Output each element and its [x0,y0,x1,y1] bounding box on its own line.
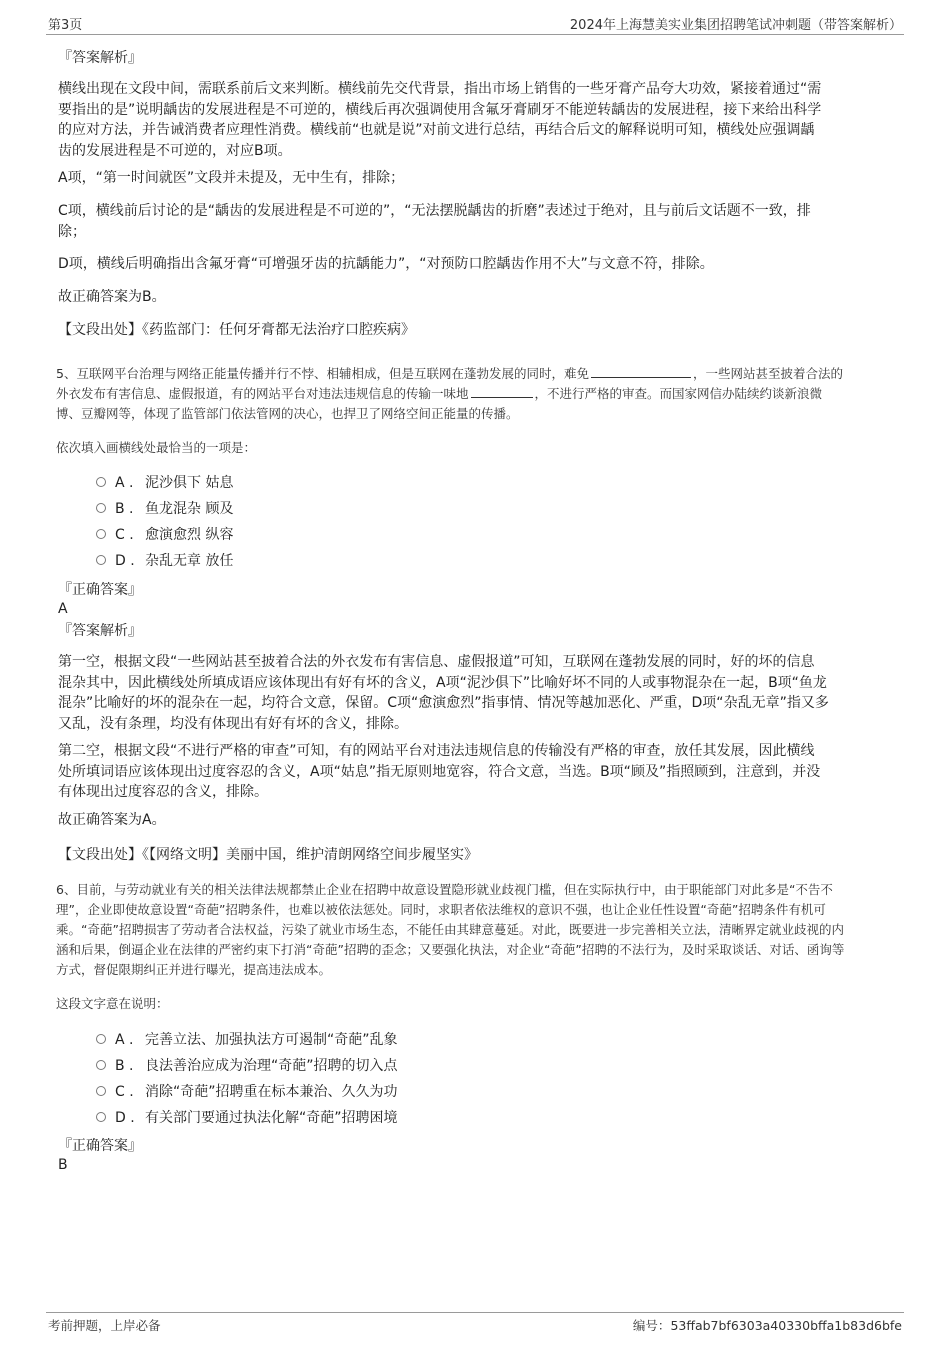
page-number: 第3页 [48,18,83,33]
q5-source: 【文段出处】《【网络文明】美丽中国，维护清朗网络空间步履坚实》 [58,847,478,863]
q5-analysis-line: 有体现出过度容忍的含义，排除。 [58,784,268,800]
document-title: 2024年上海慧美实业集团招聘笔试冲刺题（带答案解析） [569,18,902,33]
q5-analysis-line: 第二空，根据文段“不进行严格的审查”可知，有的网站平台对违法违规信息的传输没有严格的审查，放任其发展，因此横线 [58,743,815,759]
q6-stem-line: 涵和后果，倒逼企业在法律的严密约束下打消“奇葩”招聘的歪念；又要强化执法，对企业“奇葩”招聘的不法行为，及时采取谈话、对话、函询等 [56,942,845,957]
page-footer [46,1312,904,1335]
q6-answer: B [58,1157,68,1173]
q5-stem [56,364,906,424]
q6-stem-line: 6、目前，与劳动就业有关的相关法律法规都禁止企业在招聘中故意设置隐形就业歧视门槛，但在实际执行中，由于职能部门对此多是“不告不 [56,882,833,897]
q5-analysis-paragraph-2 [58,741,898,803]
q5-analysis-line: 第一空，根据文段“一些网站甚至披着合法的外衣发布有害信息、虚假报道”可知，互联网在蓬勃发展的同时，好的坏的信息 [58,654,815,670]
q5-option-c[interactable]: C . 愈演愈烈 纵容 [96,525,233,545]
q5-analysis-line: 混杂”比喻好的坏的混杂在一起，均符合文意，保留。C项“愈演愈烈”指事情、情况等越加恶化、严重，D项“杂乱无章”指又多 [58,695,829,711]
q4-conclusion: 故正确答案为B。 [58,289,166,305]
q6-answer-heading: 『正确答案』 [58,1138,142,1154]
q6-prompt: 这段文字意在说明： [56,996,169,1011]
q4-option-a-note: A项，“第一时间就医”文段并未提及，无中生有，排除； [58,170,405,186]
radio-icon[interactable] [96,503,106,513]
q4-option-c-note-line: C项，横线前后讨论的是“龋齿的发展进程是不可逆的”，“无法摆脱龋齿的折磨”表述过于绝对，且与前后文话题不一致，排 [58,203,811,219]
radio-icon[interactable] [96,1086,106,1096]
q5-option-a[interactable]: A . 泥沙俱下 姑息 [96,473,233,493]
q4-analysis-heading: 『答案解析』 [58,50,142,66]
q5-stem-line: 5、互联网平台治理与网络正能量传播并行不悖、相辅相成，但是互联网在蓬勃发展的同时，难免 ，一些网站甚至披着合法的 [56,366,843,381]
q5-option-d[interactable]: D . 杂乱无章 放任 [96,551,233,571]
q5-answer: A [58,601,68,617]
blank-2 [471,384,533,398]
q6-stem-line: 乘。“奇葩”招聘损害了劳动者合法权益，污染了就业市场生态，不能任由其肆意蔓延。对此，既要进一步完善相关立法，清晰界定就业歧视的内 [56,922,844,937]
radio-icon[interactable] [96,1112,106,1122]
q5-prompt: 依次填入画横线处最恰当的一项是： [56,440,257,455]
q4-analysis-line: 要指出的是”说明龋齿的发展进程是不可逆的，横线后再次强调使用含氟牙膏刷牙不能逆转龋齿的发展进程，接下来给出科学 [58,101,822,118]
q5-analysis-heading: 『答案解析』 [58,623,142,639]
q4-source: 【文段出处】《药监部门：任何牙膏都无法治疗口腔疾病》 [58,322,415,338]
document-code: 编号：53ffab7bf6303a40330bffa1b83d6bfe [632,1318,902,1333]
q6-stem-line: 理”，企业即使故意设置“奇葩”招聘条件，也难以被依法惩处。同时，求职者依法维权的意识不强，也让企业任性设置“奇葩”招聘条件有机可 [56,902,826,917]
q4-option-c-note-line: 除； [58,223,86,240]
q6-option-c[interactable]: C . 消除“奇葩”招聘重在标本兼治、久久为功 [96,1082,398,1102]
q5-analysis-line: 又乱，没有条理，均没有体现出有好有坏的含义，排除。 [58,715,408,732]
q4-option-c-note [58,201,898,242]
q5-stem-line: 外衣发布有害信息、虚假报道，有的网站平台对违法违规信息的传输一味地 ，不进行严格的审查。而国家网信办陆续约谈新浪微 [56,386,823,401]
q6-stem [56,880,906,980]
radio-icon[interactable] [96,477,106,487]
radio-icon[interactable] [96,529,106,539]
q4-analysis-paragraph [58,79,898,161]
q5-analysis-line: 处所填词语应该体现出过度容忍的含义，A项“姑息”指无原则地宽容，符合文意，当选。B项“顾及”指照顾到，注意到，并没 [58,763,821,780]
q5-analysis-line: 混杂其中，因此横线处所填成语应该体现出有好有坏的含义，A项“泥沙俱下”比喻好坏不同的人或事物混杂在一起，B项“鱼龙 [58,674,827,691]
q5-conclusion: 故正确答案为A。 [58,812,166,828]
radio-icon[interactable] [96,1034,106,1044]
q6-option-b[interactable]: B . 良法善治应成为治理“奇葩”招聘的切入点 [96,1056,398,1076]
q4-option-d-note: D项，横线后明确指出含氟牙膏“可增强牙齿的抗龋能力”，“对预防口腔龋齿作用不大”与文意不符，排除。 [58,256,714,272]
q5-answer-heading: 『正确答案』 [58,582,142,598]
q5-analysis-paragraph-1 [58,652,898,734]
radio-icon[interactable] [96,1060,106,1070]
q4-analysis-line: 的应对方法，并告诫消费者应理性消费。横线前“也就是说”对前文进行总结，再结合后文的解释说明可知，横线处应强调龋 [58,122,815,138]
blank-1 [591,364,691,378]
q5-option-b[interactable]: B . 鱼龙混杂 顾及 [96,499,233,519]
footer-slogan: 考前押题，上岸必备 [48,1318,161,1333]
radio-icon[interactable] [96,555,106,565]
q5-stem-line: 博、豆瓣网等，体现了监管部门依法管网的决心，也捍卫了网络空间正能量的传播。 [56,406,519,421]
q4-analysis-line: 横线出现在文段中间，需联系前后文来判断。横线前先交代背景，指出市场上销售的一些牙膏产品夸大功效，紧接着通过“需 [58,81,822,97]
page-header [46,14,904,35]
q6-stem-line: 方式，督促限期纠正并进行曝光，提高违法成本。 [56,962,332,977]
q6-option-d[interactable]: D . 有关部门要通过执法化解“奇葩”招聘困境 [96,1108,398,1128]
q4-analysis-line: 齿的发展进程是不可逆的，对应B项。 [58,142,292,159]
q6-option-a[interactable]: A . 完善立法、加强执法方可遏制“奇葩”乱象 [96,1030,398,1050]
